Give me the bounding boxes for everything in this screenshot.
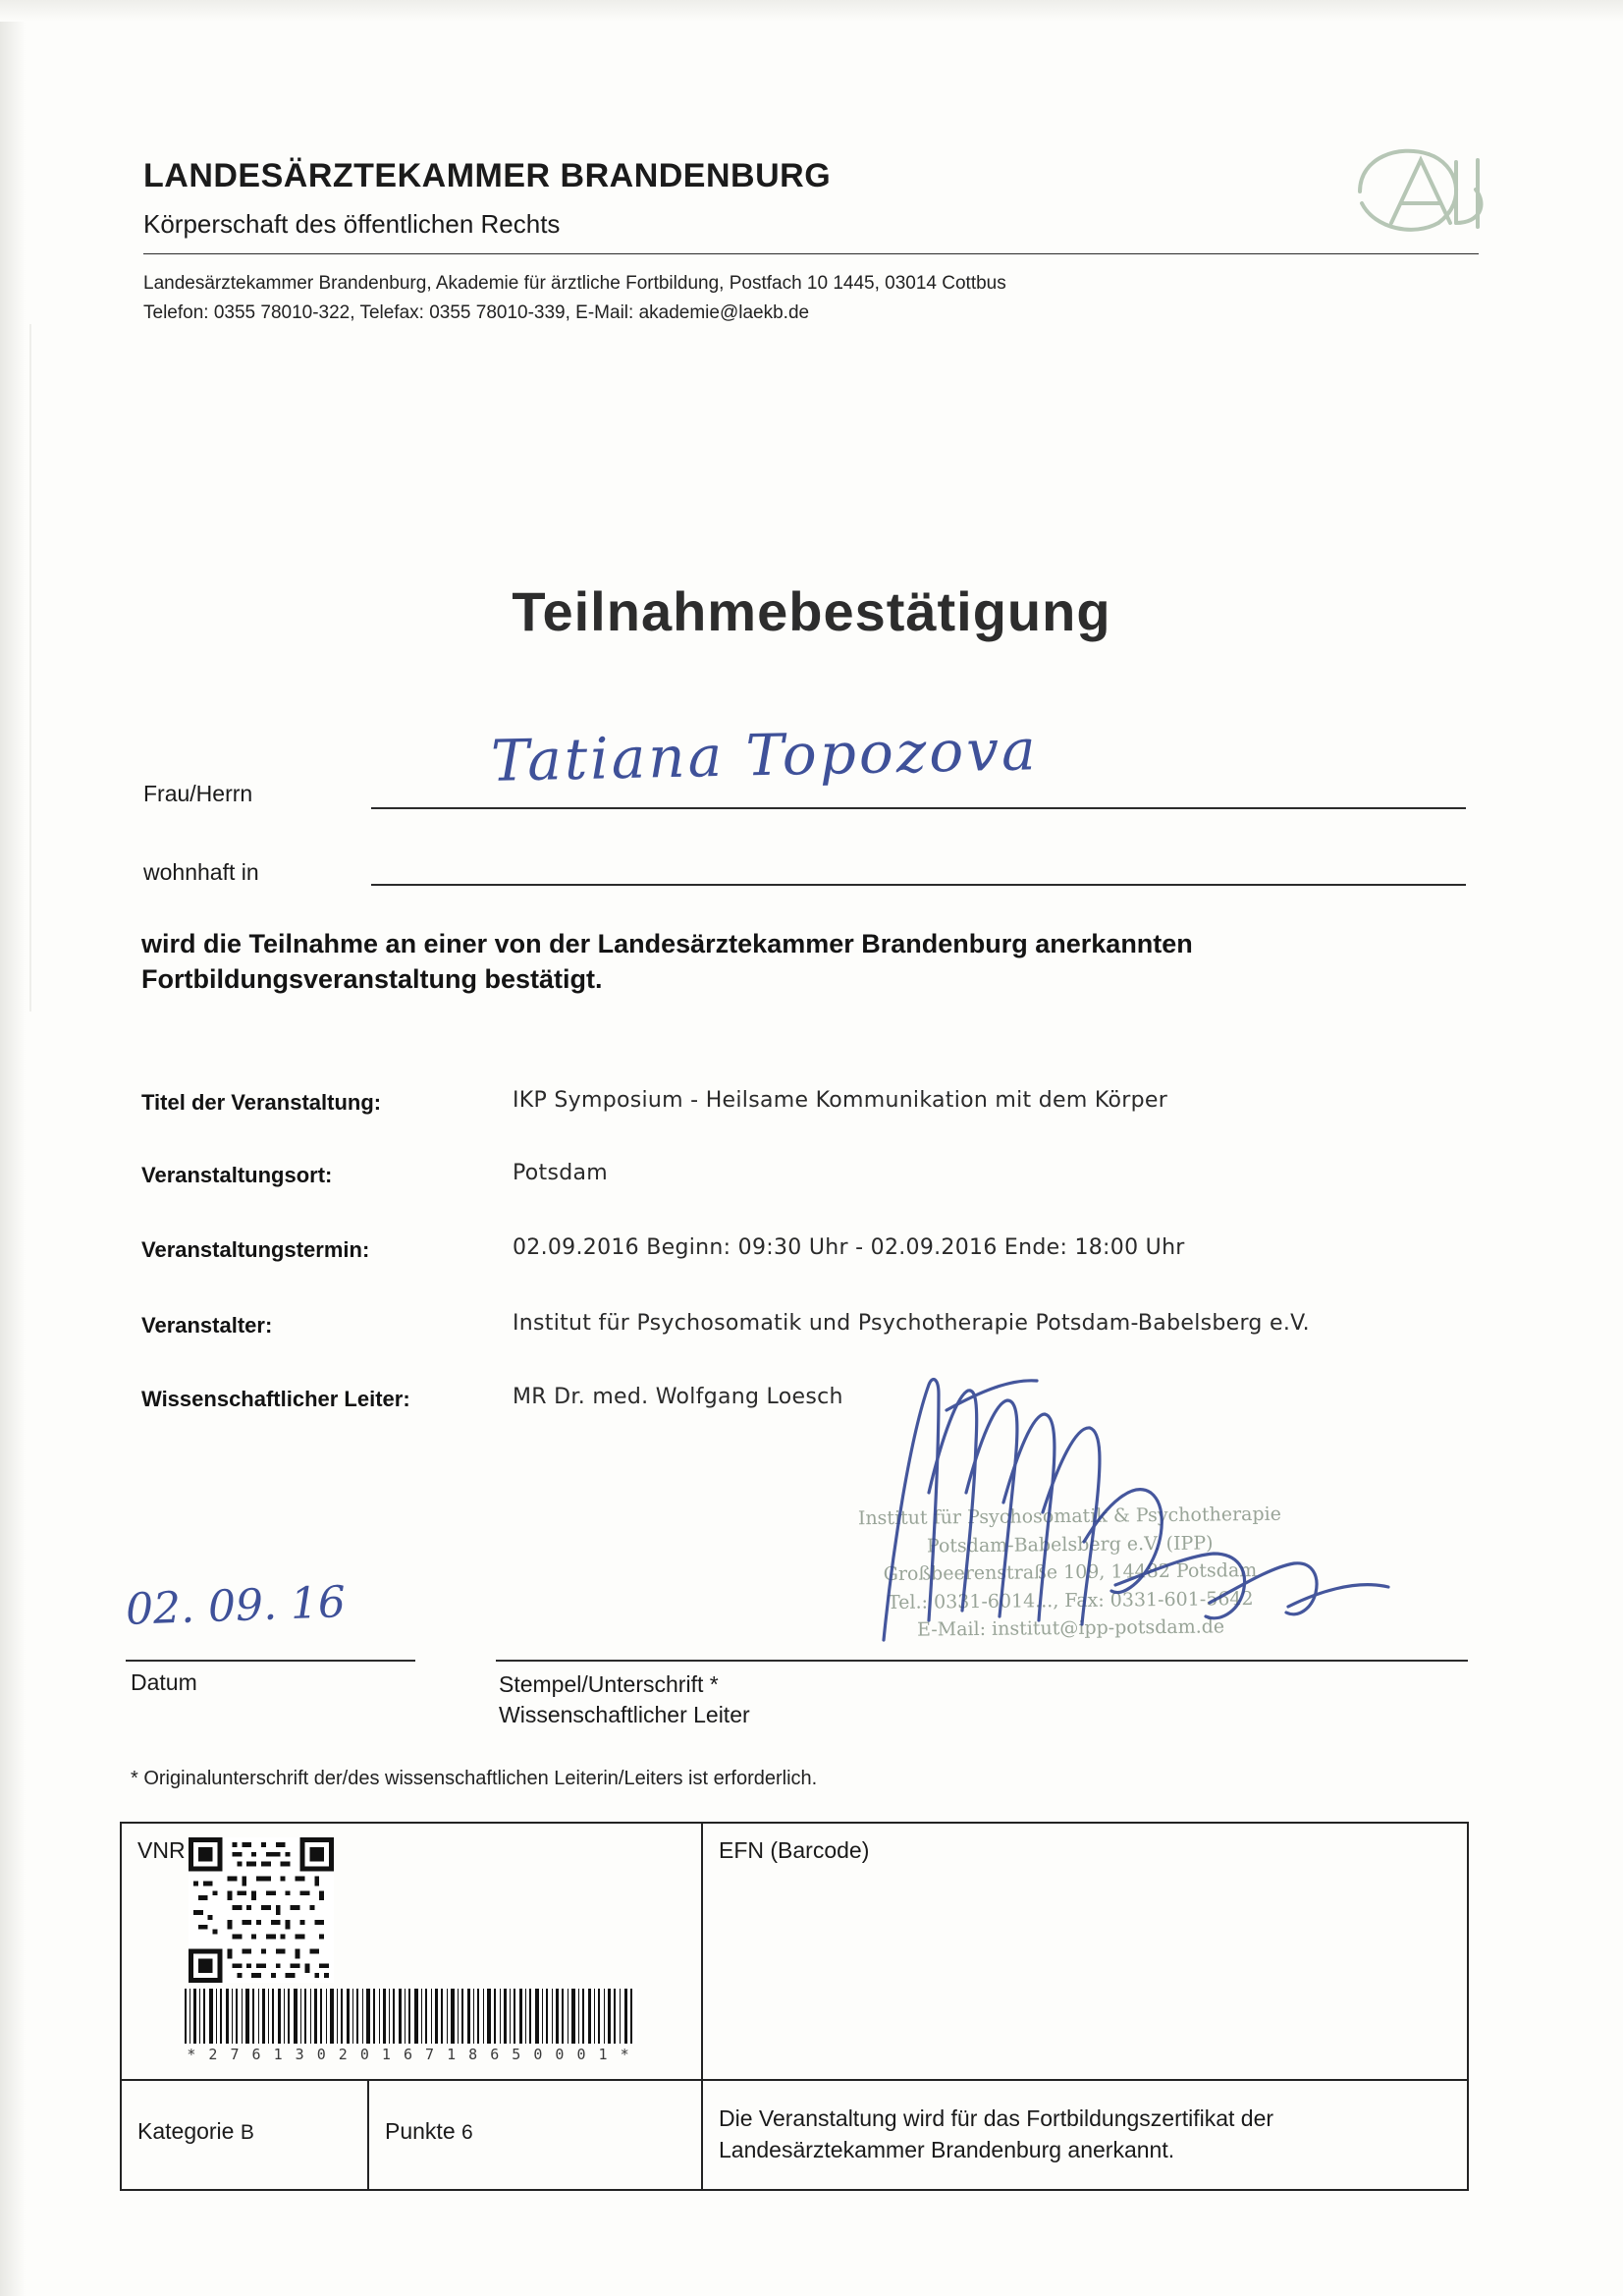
category-label: Kategorie xyxy=(137,2118,235,2144)
signature-label-line-1: Stempel/Unterschrift * xyxy=(499,1671,719,1697)
vnr-cell xyxy=(122,1824,703,2079)
date-handwritten: 02. 09. 16 xyxy=(125,1577,347,1635)
detail-label-title: Titel der Veranstaltung: xyxy=(141,1090,382,1115)
codes-table-row-top xyxy=(122,1824,1467,2081)
statement-line-2: Fortbildungsveranstaltung bestätigt. xyxy=(141,964,603,995)
date-label: Datum xyxy=(131,1669,197,1695)
salutation-label: Frau/Herrn xyxy=(143,781,253,806)
participant-name-line xyxy=(371,807,1466,809)
signature-line xyxy=(496,1660,1468,1662)
stamp-line-1: Institut für Psychosomatik & Psychotherapie xyxy=(857,1503,1282,1530)
recognition-note-line-2: Landesärztekammer Brandenburg anerkannt. xyxy=(719,2137,1175,2163)
signature-label-line-2: Wissenschaftlicher Leiter xyxy=(499,1702,750,1728)
detail-label-scientific-lead: Wissenschaftlicher Leiter: xyxy=(141,1387,410,1411)
points-value: 6 xyxy=(461,2121,473,2144)
stamp-line-5: E-Mail: institut@ipp-potsdam.de xyxy=(916,1615,1225,1641)
detail-label-organizer: Veranstalter: xyxy=(141,1313,273,1338)
participant-name-handwritten: Tatiana Topozova xyxy=(490,716,1040,794)
detail-value-title: IKP Symposium - Heilsame Kommunikation mit dem Körper xyxy=(513,1088,1168,1113)
laekb-logo-icon xyxy=(1330,133,1502,250)
header-divider xyxy=(143,253,1479,254)
statement-line-1: wird die Teilnahme an einer von der Landesärztekammer Brandenburg anerkannten xyxy=(141,929,1193,958)
points-label: Punkte xyxy=(385,2118,456,2144)
codes-table-row-bottom xyxy=(122,2081,1467,2189)
stamp-line-4: Tel.: 0331-6014..., Fax: 0331-601-5642 xyxy=(887,1587,1254,1613)
signature-label xyxy=(499,1669,750,1730)
qr-code xyxy=(189,1837,334,1983)
organization-title: LANDESÄRZTEKAMMER BRANDENBURG xyxy=(143,157,832,194)
codes-table xyxy=(120,1822,1469,2191)
detail-value-location: Potsdam xyxy=(513,1161,609,1185)
vnr-barcode xyxy=(181,1989,637,2044)
page-title: Teilnahmebestätigung xyxy=(512,580,1111,642)
efn-cell[interactable] xyxy=(703,1824,1467,2079)
detail-value-date: 02.09.2016 Beginn: 09:30 Uhr - 02.09.2016 Ende: 18:00 Uhr xyxy=(513,1235,1185,1260)
efn-label: EFN (Barcode) xyxy=(719,1837,870,1863)
organization-contact-line: Telefon: 0355 78010-322, Telefax: 0355 78010-339, E-Mail: akademie@laekb.de xyxy=(143,302,810,323)
points-cell xyxy=(369,2081,703,2189)
points-label-wrap xyxy=(385,2118,473,2145)
recognition-note-line-1: Die Veranstaltung wird für das Fortbildungszertifikat der xyxy=(719,2105,1274,2131)
stamp-line-2: Potsdam-Babelsberg e.V. (IPP) xyxy=(926,1531,1214,1558)
date-line xyxy=(126,1660,415,1662)
residence-label: wohnhaft in xyxy=(143,859,259,885)
category-value: B xyxy=(240,2121,254,2144)
detail-label-date: Veranstaltungstermin: xyxy=(141,1237,370,1262)
recognition-note xyxy=(703,2081,1467,2189)
confirmation-statement xyxy=(141,926,1437,998)
stamp-line-3: Großbeerenstraße 109, 14482 Potsdam xyxy=(883,1559,1258,1585)
detail-label-location: Veranstaltungsort: xyxy=(141,1163,333,1187)
detail-value-organizer: Institut für Psychosomatik und Psychotherapie Potsdam-Babelsberg e.V. xyxy=(513,1311,1310,1336)
barcode-number: * 2 7 6 1 3 0 2 0 1 6 7 1 8 6 5 0 0 0 1 * xyxy=(187,2046,631,2063)
organization-address-line1: Landesärztekammer Brandenburg, Akademie für ärztliche Fortbildung, Postfach 10 1445, 03014 Cottbus xyxy=(143,273,1006,294)
vnr-label: VNR xyxy=(137,1837,186,1863)
detail-value-scientific-lead: MR Dr. med. Wolfgang Loesch xyxy=(513,1385,843,1409)
residence-line xyxy=(371,884,1466,886)
organization-subtitle: Körperschaft des öffentlichen Rechts xyxy=(143,209,561,239)
footnote-text: * Originalunterschrift der/des wissenschaftlichen Leiterin/Leiters ist erforderlich. xyxy=(131,1768,818,1789)
category-label-wrap xyxy=(137,2118,254,2145)
organizer-stamp xyxy=(839,1501,1301,1645)
category-cell xyxy=(122,2081,369,2189)
